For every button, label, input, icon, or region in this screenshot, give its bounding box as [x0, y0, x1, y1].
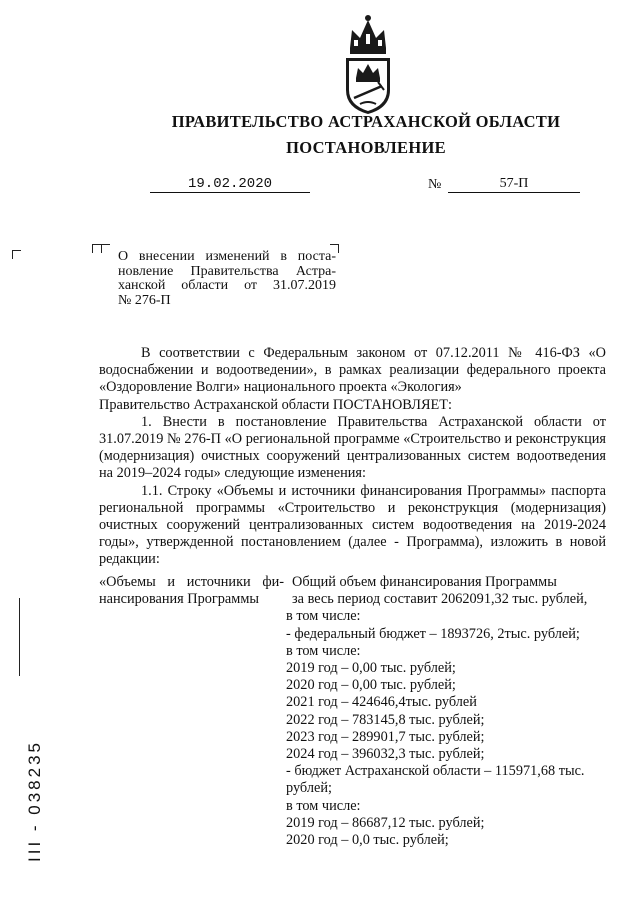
corner-mark: [101, 244, 110, 253]
funding-line: 2023 год – 289901,7 тыс. рублей;: [286, 728, 485, 745]
label-line: «Объемы и источники фи-: [99, 574, 284, 590]
subject-line: ханской области от 31.07.2019: [118, 278, 336, 293]
corner-mark: [12, 250, 21, 259]
document-type-title: ПОСТАНОВЛЕНИЕ: [286, 138, 446, 157]
funding-line: 2020 год – 0,0 тыс. рублей;: [286, 832, 449, 849]
number-sign: №: [428, 177, 442, 192]
document-number: 57-П: [499, 176, 529, 191]
organization-title: ПРАВИТЕЛЬСТВО АСТРАХАНСКОЙ ОБЛАСТИ: [171, 112, 561, 131]
label-line: нансирования Программы: [99, 591, 259, 608]
decree-paragraph: Правительство Астраханской области ПОСТАНОВЛЯЕТ:: [99, 396, 452, 413]
item-1-1-paragraph: 1.1. Строку «Объемы и источники финансирования Программы» паспорта региональной программы «Строительство и реконструкция (модернизация) очистных сооружений централизованных систем водоотведения на 2019-2024 годы», утвержденной постановлением (далее - Программа), изложить в новой редакции:: [99, 482, 606, 568]
subject-line: новление Правительства Астра-: [118, 263, 336, 279]
funding-line: в том числе:: [286, 642, 361, 659]
funding-line: 2019 год – 0,00 тыс. рублей;: [286, 660, 456, 677]
funding-line: 2019 год – 86687,12 тыс. рублей;: [286, 814, 485, 831]
funding-line: 2022 год – 783145,8 тыс. рублей;: [286, 711, 485, 728]
funding-line: за весь период составит 2062091,32 тыс. рублей,: [292, 591, 588, 608]
funding-line: Общий объем финансирования Программы: [292, 574, 557, 590]
funding-line: 2021 год – 424646,4тыс. рублей: [286, 694, 477, 711]
subject-line: О внесении изменений в поста-: [118, 249, 336, 264]
number-underline: [448, 192, 580, 193]
funding-line: в том числе:: [286, 608, 361, 625]
funding-table-label: [99, 574, 284, 608]
document-subject: [118, 250, 336, 308]
funding-table-content: [286, 574, 608, 849]
form-serial-number: III - 038235: [25, 739, 44, 862]
funding-line: рублей;: [286, 780, 332, 797]
funding-line: - федеральный бюджет – 1893726, 2тыс. рублей;: [286, 625, 580, 642]
subject-line: № 276-П: [118, 292, 171, 308]
margin-line: [19, 598, 20, 676]
preamble-paragraph: В соответствии с Федеральным законом от 07.12.2011 № 416-ФЗ «О водоснабжении и водоотведении», в рамках реализации федерального проекта «Оздоровление Волги» национального проекта «Экология»: [99, 345, 606, 396]
corner-mark: [92, 244, 101, 253]
funding-line: - бюджет Астраханской области – 115971,68 тыс.: [286, 763, 585, 780]
item-1-paragraph: 1. Внести в постановление Правительства Астраханской области от 31.07.2019 № 276-П «О региональной программе «Строительство и реконструкция (модернизация) очистных сооружений централизованных систем водоотведения на 2019–2024 годы» следующие изменения:: [99, 413, 606, 482]
document-date: 19.02.2020: [187, 176, 272, 192]
document-body: [99, 345, 606, 569]
coat-of-arms-icon: [340, 12, 396, 116]
funding-line: 2024 год – 396032,3 тыс. рублей;: [286, 746, 485, 763]
date-underline: [150, 192, 310, 193]
funding-line: 2020 год – 0,00 тыс. рублей;: [286, 677, 456, 694]
funding-line: в том числе:: [286, 797, 361, 814]
